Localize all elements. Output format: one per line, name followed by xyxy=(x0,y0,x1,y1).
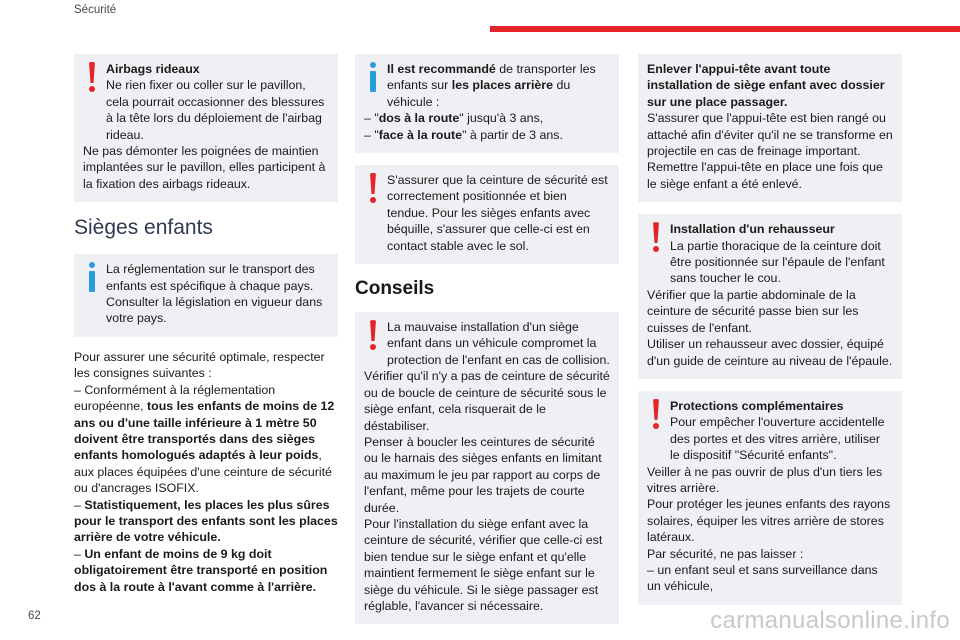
header-accent-bar xyxy=(490,26,960,32)
info-icon xyxy=(367,62,379,92)
warning-box-protection xyxy=(638,391,902,605)
warning-box-airbags xyxy=(74,54,338,202)
section-title-child-seats: Sièges enfants xyxy=(74,216,213,240)
body-item-2: – Statistiquement, les places les plus sûres pour le transport des enfants sont les places arrière de votre véhicule. xyxy=(74,497,338,545)
belt-text: S'assurer que la ceinture de sécurité est correctement positionnée et bien tendue. Pour les sièges enfants avec béquille, s'assurer que celle-ci est en contact stable avec le sol. xyxy=(387,173,608,253)
column-3 xyxy=(638,54,902,617)
headrest-title: Enlever l'appui-tête avant toute installation de siège enfant avec dossier sur une place passager. xyxy=(647,62,885,109)
child-safety-body xyxy=(74,349,338,595)
protection-p1: Pour empêcher l'ouverture accidentelle des portes et des vitres arrière, utiliser le dispositif "Sécurité enfants". xyxy=(670,415,885,463)
info-box-regulation xyxy=(74,254,338,337)
section-title-advice: Conseils xyxy=(355,278,435,300)
warning-icon xyxy=(650,399,662,429)
regulation-text: La réglementation sur le transport des enfants est spécifique à chaque pays. Consulter la législation en vigueur dans votre pays. xyxy=(106,262,323,326)
warning-box-booster xyxy=(638,214,902,379)
headrest-p1: S'assurer que l'appui-tête est bien rangé ou attaché afin d'éviter qu'il ne se transforme en projectile en cas de freinage important. xyxy=(647,111,893,159)
protection-p5: – un enfant seul et sans surveillance dans un véhicule, xyxy=(647,562,878,594)
booster-p1: La partie thoracique de la ceinture doit être positionnée sur l'épaule de l'enfant sans toucher le cou. xyxy=(670,238,885,286)
body-intro: Pour assurer une sécurité optimale, respecter les consignes suivantes : xyxy=(74,349,325,381)
body-item-3: – Un enfant de moins de 9 kg doit obligatoirement être transporté en position dos à la route à l'avant comme à l'arrière. xyxy=(74,546,328,594)
rear-item-1: – "dos à la route" jusqu'à 3 ans, xyxy=(364,111,544,126)
advice-p2: Vérifier qu'il n'y a pas de ceinture de sécurité ou de boucle de ceinture de sécurité sous le siège enfant, cela risquerait de le déstabiliser. xyxy=(364,369,610,433)
airbag-title: Airbags rideaux xyxy=(106,62,200,76)
warning-icon xyxy=(367,173,379,203)
booster-p3: Utiliser un rehausseur avec dossier, équipé d'un guide de ceinture au niveau de l'épaule. xyxy=(647,337,893,368)
info-box-rear-seats xyxy=(355,54,619,153)
advice-p1: La mauvaise installation d'un siège enfant dans un véhicule compromet la protection de l'enfant en cas de collision. xyxy=(387,320,610,367)
booster-title: Installation d'un rehausseur xyxy=(670,222,835,237)
booster-p2: Vérifier que la partie abdominale de la ceinture de sécurité passe bien sur les cuisses de l'enfant. xyxy=(647,287,859,335)
protection-p3: Pour protéger les jeunes enfants des rayons solaires, équiper les vitres arrière de stores latéraux. xyxy=(647,497,891,545)
protection-p4: Par sécurité, ne pas laisser : xyxy=(647,546,804,561)
protection-p2: Veiller à ne pas ouvrir de plus d'un tiers les vitres arrière. xyxy=(647,464,883,495)
rear-seats-text: Il est recommandé de transporter les enfants sur les places arrière du véhicule : xyxy=(387,62,596,109)
airbag-line2: Ne pas démonter les poignées de maintien implantées sur le pavillon, elles participent à la fixation des airbags rideaux. xyxy=(83,144,326,191)
body-item-1: – Conformément à la réglementation européenne, tous les enfants de moins de 12 ans ou d'une taille inférieure à 1 mètre 50 doivent être transportés dans des sièges enfants homologués adaptés à leur poids, aux places équipées d'une ceinture de sécurité ou d'ancrages ISOFIX. xyxy=(74,382,335,496)
page-number: 62 xyxy=(28,610,41,622)
info-icon xyxy=(86,262,98,292)
airbag-line1-head: Ne rien fixer ou coller sur le pavillon, cela pourrait occasionner des blessures à la tête lors du déploiement de l'airbag rideau. xyxy=(106,78,325,142)
advice-p4: Pour l'installation du siège enfant avec la ceinture de sécurité, vérifier que celle-ci est bien tendue sur le siège enfant et qu'elle maintient fermement le siège enfant sur le siège du véhicule. Si le siège passager est réglable, l'avancer si nécessaire. xyxy=(364,516,603,613)
header-section-title: Sécurité xyxy=(74,4,117,16)
column-1 xyxy=(74,54,338,595)
protection-title: Protections complémentaires xyxy=(670,398,844,413)
watermark: carmanualsonline.info xyxy=(710,607,950,634)
rear-item-2: – "face à la route" à partir de 3 ans. xyxy=(364,127,563,142)
box-headrest xyxy=(638,54,902,202)
warning-box-belt xyxy=(355,165,619,264)
warning-icon xyxy=(367,320,379,350)
advice-p3: Penser à boucler les ceintures de sécurité ou le harnais des sièges enfants en limitant au maximum le jeu par rapport au corps de l'enfant, même pour les trajets de courte durée. xyxy=(364,434,602,515)
warning-icon xyxy=(86,62,98,92)
column-2 xyxy=(355,54,619,636)
headrest-p2: Remettre l'appui-tête en place une fois que le siège enfant a été enlevé. xyxy=(647,160,883,191)
warning-box-advice xyxy=(355,312,619,624)
warning-icon xyxy=(650,222,662,252)
